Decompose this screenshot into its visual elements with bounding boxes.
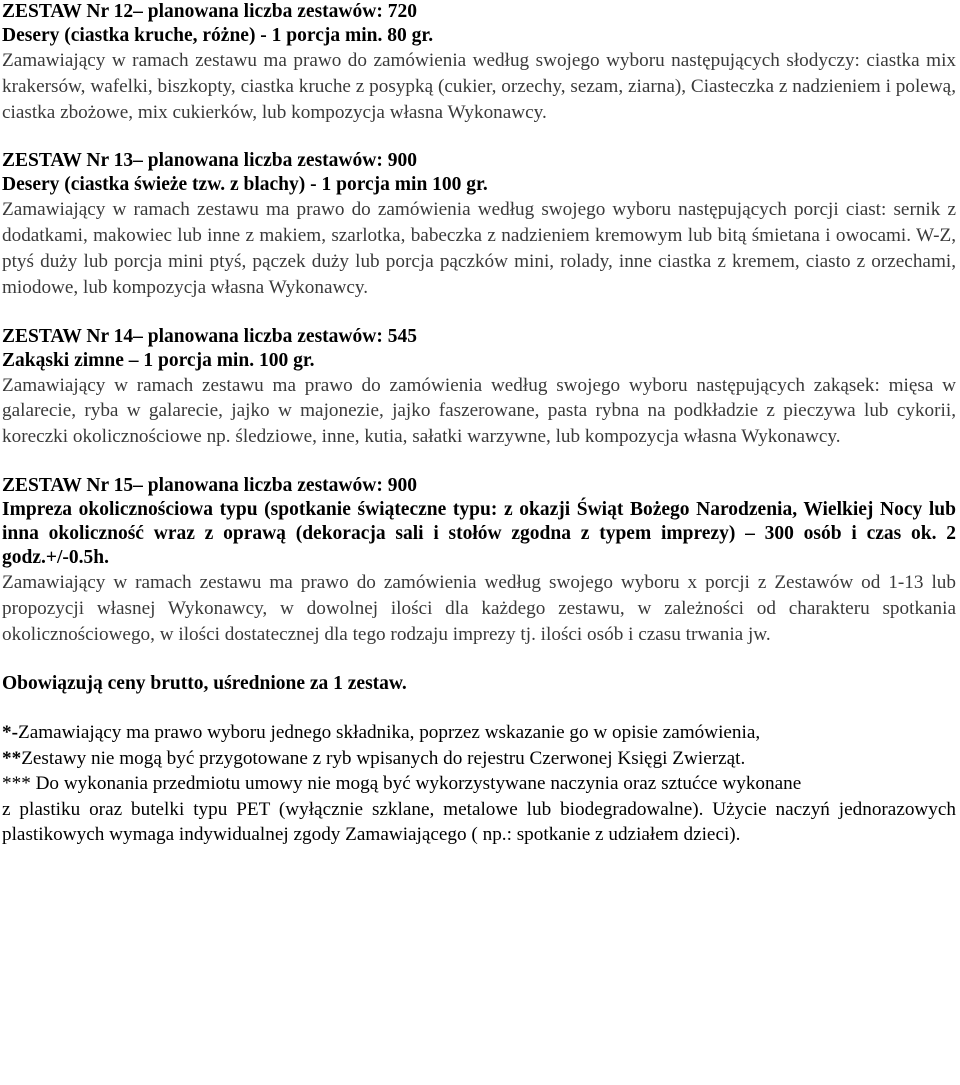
zestaw-15-title: ZESTAW Nr 15– planowana liczba zestawów: 900 [2, 474, 417, 496]
footnote-1-text: Zamawiający ma prawo wyboru jednego składnika, poprzez wskazanie go w opisie zamówienia, [17, 722, 761, 744]
zestaw-14-title: ZESTAW Nr 14– planowana liczba zestawów: 545 [2, 325, 417, 347]
footnote-1-mark: *- [2, 722, 18, 744]
footnote-2 [2, 746, 956, 772]
price-summary: Obowiązują ceny brutto, uśrednione za 1 zestaw. [2, 673, 407, 695]
zestaw-13-subtitle: Desery (ciastka świeże tzw. z blachy) - 1 porcja min 100 gr. [2, 174, 488, 196]
zestaw-15-section [2, 474, 956, 647]
zestaw-12-title: ZESTAW Nr 12– planowana liczba zestawów: 720 [2, 1, 417, 22]
zestaw-15-body: Zamawiający w ramach zestawu ma prawo do zamówienia według swojego wyboru x porcji z Zestawów od 1-13 lub propozycji własnej Wykonawcy, w dowolnej ilości dla każdego zestawu, w zależności od charakteru spotkania okolicznościowego, w ilości dostatecznej dla tego rodzaju imprezy tj. ilości osób i czasu trwania jw. [2, 571, 956, 645]
zestaw-12-body: Zamawiający w ramach zestawu ma prawo do zamówienia według swojego wyboru następujących słodyczy: ciastka mix krakersów, wafelki, biszkopty, ciastka kruche z posypką (cukier, orzechy, sezam, ziarna), Ciasteczka z nadzieniem i polewą, ciastka zbożowe, mix cukierków, lub kompozycja własna Wykonawcy. [2, 50, 956, 123]
footnote-3-line-1: *** Do wykonania przedmiotu umowy nie mogą być wykorzystywane naczynia oraz sztućce wykonane [2, 773, 802, 795]
zestaw-13-section [2, 149, 956, 300]
zestaw-13-title: ZESTAW Nr 13– planowana liczba zestawów: 900 [2, 150, 417, 172]
footnote-2-mark: ** [2, 747, 22, 769]
zestaw-13-body: Zamawiający w ramach zestawu ma prawo do zamówienia według swojego wyboru następujących porcji ciast: sernik z dodatkami, makowiec lub inne z makiem, szarlotka, babeczka z nadzieniem kremowym lub bitą śmietana i owocami. W-Z, ptyś duży lub porcja mini ptyś, pączek duży lub porcja pączków mini, rolady, inne ciastka z kremem, ciasto z orzechami, miodowe, lub kompozycja własna Wykonawcy. [2, 199, 956, 298]
zestaw-14-subtitle: Zakąski zimne – 1 porcja min. 100 gr. [2, 349, 315, 371]
zestaw-15-subtitle: Impreza okolicznościowa typu (spotkanie świąteczne typu: z okazji Świąt Bożego Narodzenia, Wielkiej Nocy lub inna okoliczność wraz z oprawą (dekoracja sali i stołów zgodna z typem imprezy) – 300 osób i czas ok. 2 godz.+/-0.5h. [2, 498, 956, 568]
zestaw-12-section [2, 0, 956, 125]
zestaw-12-subtitle: Desery (ciastka kruche, różne) - 1 porcja min. 80 gr. [2, 25, 434, 46]
footnotes [2, 720, 956, 848]
zestaw-14-body: Zamawiający w ramach zestawu ma prawo do zamówienia według swojego wyboru następujących zakąsek: mięsa w galarecie, ryba w galarecie, jajko w majonezie, jajko faszerowane, pasta rybna na podkładzie z pieczywa lub cykorii, koreczki okolicznościowe np. śledziowe, inne, kutia, sałatki warzywne, lub kompozycja własna Wykonawcy. [2, 374, 956, 448]
footnote-1 [2, 720, 956, 746]
zestaw-14-section [2, 325, 956, 450]
footnote-2-text: Zestawy nie mogą być przygotowane z ryb wpisanych do rejestru Czerwonej Księgi Zwierząt. [21, 747, 746, 769]
footnote-3-line-2: z plastiku oraz butelki typu PET (wyłącznie szklane, metalowe lub biodegradowalne). Użycie naczyń jednorazowych plastikowych wymaga indywidualnej zgody Zamawiającego ( np.: spotkanie z udziałem dzieci). [2, 798, 956, 846]
